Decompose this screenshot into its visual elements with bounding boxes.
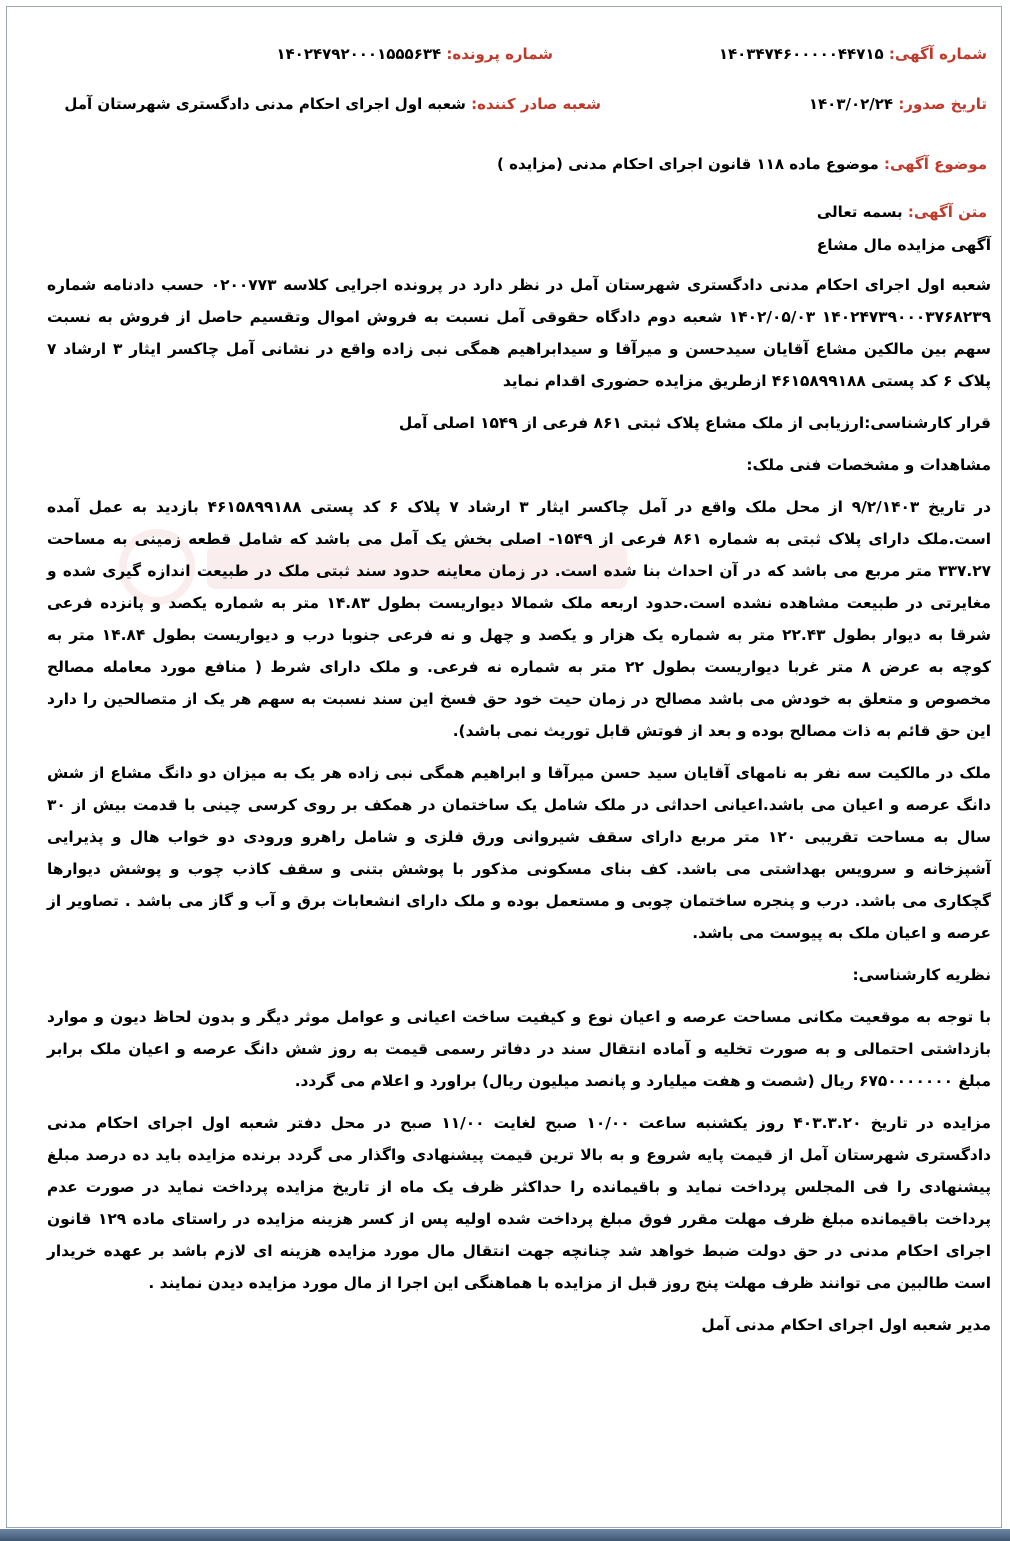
paragraph-opinion: با توجه به موقعیت مکانی مساحت عرصه و اعیان نوع و کیفیت ساخت اعیانی و عوامل موثر دیگر و بدون لحاظ دیون و موارد بازداشتی احتمالی و به صورت تخلیه و آماده انتقال سند در دفاتر رسمی قیمت به روز شش دانگ عرصه و اعیان ملک برابر مبلغ ۶۷۵۰۰۰۰۰۰۰ ریال (شصت و هفت میلیارد و پانصد میلیون ریال) براورد و اعلام می گردد. — [47, 1008, 991, 1090]
paragraph-ownership: ملک در مالکیت سه نفر به نامهای آقایان سید حسن میرآقا و ابراهیم همگی نبی زاده هر یک به میزان دو دانگ مشاع از شش دانگ عرصه و اعیان می باشد.اعیانی احداثی در ملک شامل یک ساختمان در همکف بر روی کرسی چینی با قدمت بیش از ۳۰ سال به مساحت تقریبی ۱۲۰ متر مربع دارای سقف شیروانی ورق فلزی و شامل راهرو ورودی دو خواب هال و پذیرایی آشپزخانه و سرویس بهداشتی می باشد. کف بنای مسکونی مذکور با پوشش بتنی و سقف کاذب چوب و پوشش دیوارها گچکاری می باشد. درب و پنجره ساختمان چوبی و مستعمل بوده و ملک دارای انشعابات برق و آب و گاز می باشد . تصاویر از عرصه و اعیان ملک به پیوست می باشد. — [47, 764, 991, 942]
paragraph-opinion-heading: نظریه کارشناسی: — [852, 966, 991, 984]
signature: مدیر شعبه اول اجرای احکام مدنی آمل — [701, 1316, 991, 1334]
text-row — [817, 203, 987, 221]
paragraph-expert-order: قرار کارشناسی:ارزیابی از ملک مشاع پلاک ثبتی ۸۶۱ فرعی از ۱۵۴۹ اصلی آمل — [398, 414, 991, 432]
issue-date-label: تاریخ صدور: — [898, 95, 987, 113]
bismillah: بسمه تعالی — [816, 203, 903, 221]
issue-date: ۱۴۰۳/۰۲/۲۴ — [808, 95, 894, 113]
text-label: متن آگهی: — [907, 203, 987, 221]
ad-number: ۱۴۰۳۴۷۴۶۰۰۰۰۰۴۴۷۱۵ — [718, 45, 884, 63]
notice-title: آگهی مزایده مال مشاع — [816, 236, 991, 254]
case-number-label: شماره پرونده: — [446, 45, 553, 63]
bottom-bar — [0, 1529, 1010, 1541]
notice-page — [6, 6, 1002, 1528]
paragraph-observations: در تاریخ ۹/۲/۱۴۰۳ از محل ملک واقع در آمل چاکسر ایثار ۳ ارشاد ۷ پلاک ۶ کد پستی ۴۶۱۵۸۹۹۱۸۸ بازدید به عمل آمده است.ملک دارای پلاک ثبتی به شماره ۸۶۱ فرعی از ۱۵۴۹- اصلی بخش یک آمل می باشد که شامل قطعه زمینی به مساحت ۳۳۷.۲۷ متر مربع می باشد که در آن احداث بنا شده است. در زمان معاینه حدود سند ثبتی ملک در طبیعت اندازه گیری شده و مغایرتی در طبیعت مشاهده نشده است.حدود اربعه ملک شمالا دیواریست بطول ۱۴.۸۳ متر به شماره یکصد و پانزده فرعی شرقا به دیوار بطول ۲۲.۴۳ متر به شماره یک هزار و یکصد و چهل و نه فرعی جنوبا درب و دیواریست بطول ۱۴.۸۴ متر به کوچه به عرض ۸ متر غربا دیواریست بطول ۲۲ متر به شماره نه فرعی. و ملک دارای شرط ( منافع مورد معامله مصالح مخصوص و متعلق به خودش می باشد مصالح در زمان حیت خود حق فسخ این سند نسبت به سهم هر یک از متصالحین را دارد این حق قائم به ذات مصالح بوده و بعد از فوتش قابل توریث نمی باشد). — [47, 498, 991, 740]
case-number: ۱۴۰۲۴۷۹۲۰۰۰۱۵۵۵۶۳۴ — [276, 45, 442, 63]
subject-label: موضوع آگهی: — [883, 155, 987, 173]
issuer-label: شعبه صادر کننده: — [471, 95, 601, 113]
ad-number-label: شماره آگهی: — [888, 45, 987, 63]
issue-date-row — [809, 95, 987, 113]
notice-body — [47, 229, 991, 1351]
issuer-row — [64, 95, 601, 113]
subject-row — [497, 155, 987, 173]
paragraph-observations-heading: مشاهدات و مشخصات فنی ملک: — [746, 456, 991, 474]
issuer: شعبه اول اجرای احکام مدنی دادگستری شهرستان آمل — [64, 95, 466, 113]
paragraph-auction: مزایده در تاریخ ۴۰۳.۳.۲۰ روز یکشنبه ساعت ۱۰/۰۰ صبح لغایت ۱۱/۰۰ صبح در محل دفتر شعبه اول اجرای احکام مدنی دادگستری شهرستان آمل از قیمت پایه شروع و به بالا ترین قیمت پیشنهادی واگذار می گردد برنده مزایده باید ده درصد مبلغ پیشنهادی را فی المجلس پرداخت نماید و باقیمانده را حداکثر ظرف یک ماه از تاریخ مزایده پرداخت نماید در صورت عدم پرداخت باقیمانده مبلغ ظرف مهلت مقرر فوق مبلغ پرداخت شده اولیه پس از کسر هزینه مزایده در راستای ماده ۱۲۹ قانون اجرای احکام مدنی در حق دولت ضبط خواهد شد چنانچه جهت انتقال مال مورد مزایده هزینه ای لازم باشد بر عهده خریدار است طالبین می توانند ظرف مهلت پنج روز قبل از مزایده با هماهنگی این اجرا از مال مورد مزایده دیدن نمایند . — [47, 1114, 992, 1292]
ad-number-row — [719, 45, 987, 63]
subject: موضوع ماده ۱۱۸ قانون اجرای احکام مدنی (مزایده ) — [497, 155, 879, 173]
case-number-row — [276, 45, 553, 63]
paragraph-intro: شعبه اول اجرای احکام مدنی دادگستری شهرستان آمل در نظر دارد در پرونده اجرایی کلاسه ۰۲۰۰۷۷۳ حسب دادنامه شماره ۱۴۰۲۴۷۳۹۰۰۰۳۷۶۸۲۳۹ ۱۴۰۲/۰۵/۰۳ شعبه دوم دادگاه حقوقی آمل نسبت به فروش اموال وتقسیم حاصل از فروش به نسبت سهم بین مالکین مشاع آقایان سیدحسن و میرآقا و سیدابراهیم همگی نبی زاده واقع در نشانی آمل چاکسر ایثار ۳ ارشاد ۷ پلاک ۶ کد پستی ۴۶۱۵۸۹۹۱۸۸ ازطریق مزایده حضوری اقدام نماید — [47, 276, 991, 390]
